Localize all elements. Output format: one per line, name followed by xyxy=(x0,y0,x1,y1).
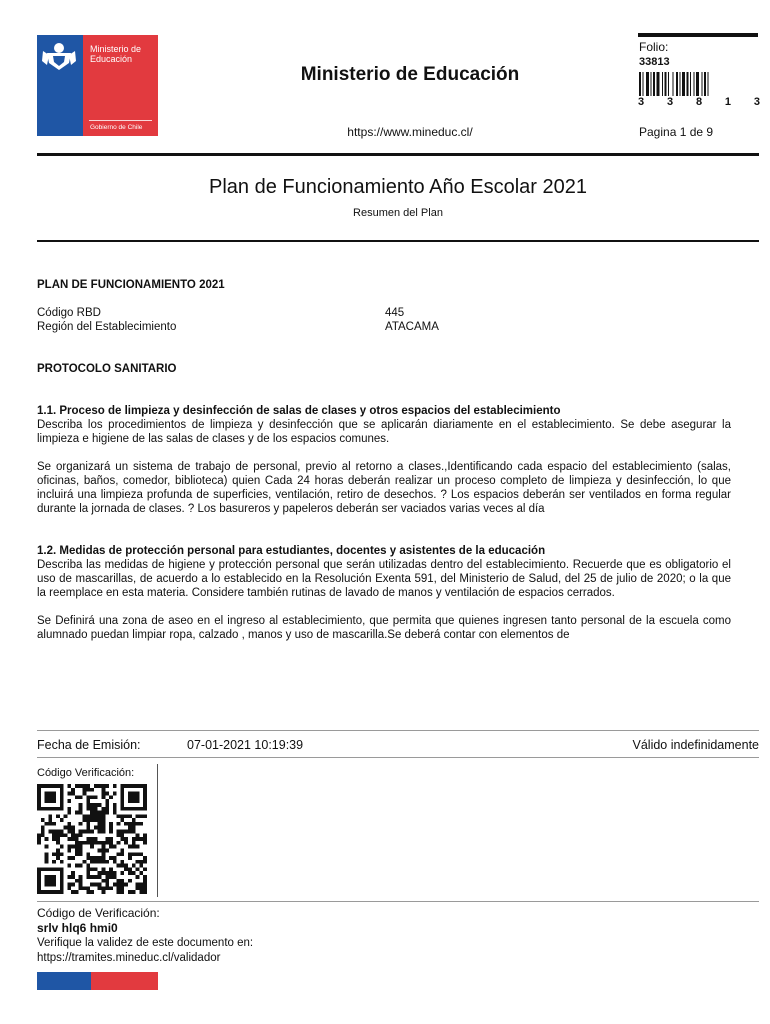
validity-text: Válido indefinidamente xyxy=(632,738,759,752)
barcode-digit: 3 xyxy=(666,96,674,108)
section-question: Describa las medidas de higiene y protección personal que serán utilizadas dentro del establecimiento. Recuerde que es obligatorio el uso de mascarillas, de acuerdo a lo establecido en la Resolución Exenta 591, del Ministerio de Salud, del 25 de julio de 2020; o la que la reemplace en esta materia. Considere también rutinas de lavado de manos y ventilación de espacios cerrados. xyxy=(37,559,731,599)
verification-code: srlv hlq6 hmi0 xyxy=(37,921,118,935)
barcode-digit: 3 xyxy=(753,96,760,108)
barcode-digit: 3 xyxy=(638,96,645,108)
document-subtitle: Resumen del Plan xyxy=(353,207,443,219)
field-label: Código RBD xyxy=(37,307,101,319)
header-title: Ministerio de Educación xyxy=(300,64,520,85)
coat-of-arms-icon xyxy=(41,39,77,73)
emission-label: Fecha de Emisión: xyxy=(37,738,141,752)
folio-label: Folio: xyxy=(639,40,669,54)
protocol-heading: PROTOCOLO SANITARIO xyxy=(37,363,177,375)
field-value: 445 xyxy=(385,307,405,319)
section-answer: Se Definirá una zona de aseo en el ingreso al establecimiento, que permita que quienes ingresen tanto personal de la escuela como alumnado puedan limpiar ropa, calzado , manos y uso de mascarilla.Se deberá contar con elementos de xyxy=(37,615,731,641)
qr-code-icon xyxy=(37,784,147,894)
verify-text: Verifique la validez de este documento en: xyxy=(37,937,254,949)
verification-label: Código de Verificación: xyxy=(37,906,160,920)
barcode-icon xyxy=(639,72,757,96)
footer-rule xyxy=(37,757,759,758)
section-title: 1.1. Proceso de limpieza y desinfección de salas de clases y otros espacios del establecimiento xyxy=(37,405,561,417)
page-indicator: Pagina 1 de 9 xyxy=(639,125,714,139)
logo-text: Ministerio de Educación xyxy=(90,44,142,64)
verify-url[interactable]: https://tramites.mineduc.cl/validador xyxy=(37,952,221,964)
logo-subtext: Gobierno de Chile xyxy=(90,124,143,131)
barcode-digits xyxy=(638,96,760,108)
field-label: Región del Establecimiento xyxy=(37,321,177,333)
emission-value: 07-01-2021 10:19:39 xyxy=(187,738,304,752)
header-url[interactable]: https://www.mineduc.cl/ xyxy=(347,125,473,139)
section-answer: Se organizará un sistema de trabajo de personal, previo al retorno a clases.,Identificando cada espacio del establecimiento (salas, oficinas, baños, comedor, biblioteca) quien Cada 24 horas deberán realizar un proceso completo de limpieza y desinfección, lo que incluirá una limpieza profunda de superficies, ventilación, retiro de desechos. ? Los espacios deberán ser ventilados en forma regular durante la jornada de clases. ? Los basureros y papeleros deberán ser vaciados varias veces al día xyxy=(37,461,731,515)
verification-block xyxy=(37,906,253,966)
barcode-digit: 1 xyxy=(724,96,732,108)
document-title: Plan de Funcionamiento Año Escolar 2021 xyxy=(208,176,588,198)
title-rule xyxy=(37,240,759,242)
logo-divider xyxy=(89,120,152,121)
field-value: ATACAMA xyxy=(385,321,439,333)
folio-number: 33813 xyxy=(639,56,670,68)
header-rule xyxy=(37,153,759,156)
folio-bar xyxy=(638,33,758,37)
footer-flag-blue xyxy=(37,972,91,990)
section-title: 1.2. Medidas de protección personal para estudiantes, docentes y asistentes de la educación xyxy=(37,545,546,557)
footer-rule xyxy=(37,901,759,902)
section-question: Describa los procedimientos de limpieza y desinfección que se aplicarán diariamente en el establecimiento. Se debe asegurar la limpieza e higiene de las salas de clases y de los espacios comunes. xyxy=(37,419,731,445)
verification-small-label: Código Verificación: xyxy=(37,767,135,779)
plan-heading: PLAN DE FUNCIONAMIENTO 2021 xyxy=(37,279,225,291)
field-row-region xyxy=(37,320,731,334)
vertical-divider xyxy=(157,764,158,897)
barcode-digit: 8 xyxy=(695,96,703,108)
document-body xyxy=(37,278,731,642)
footer-flag-red xyxy=(91,972,158,990)
footer-rule xyxy=(37,730,759,731)
field-row-rbd xyxy=(37,306,731,320)
